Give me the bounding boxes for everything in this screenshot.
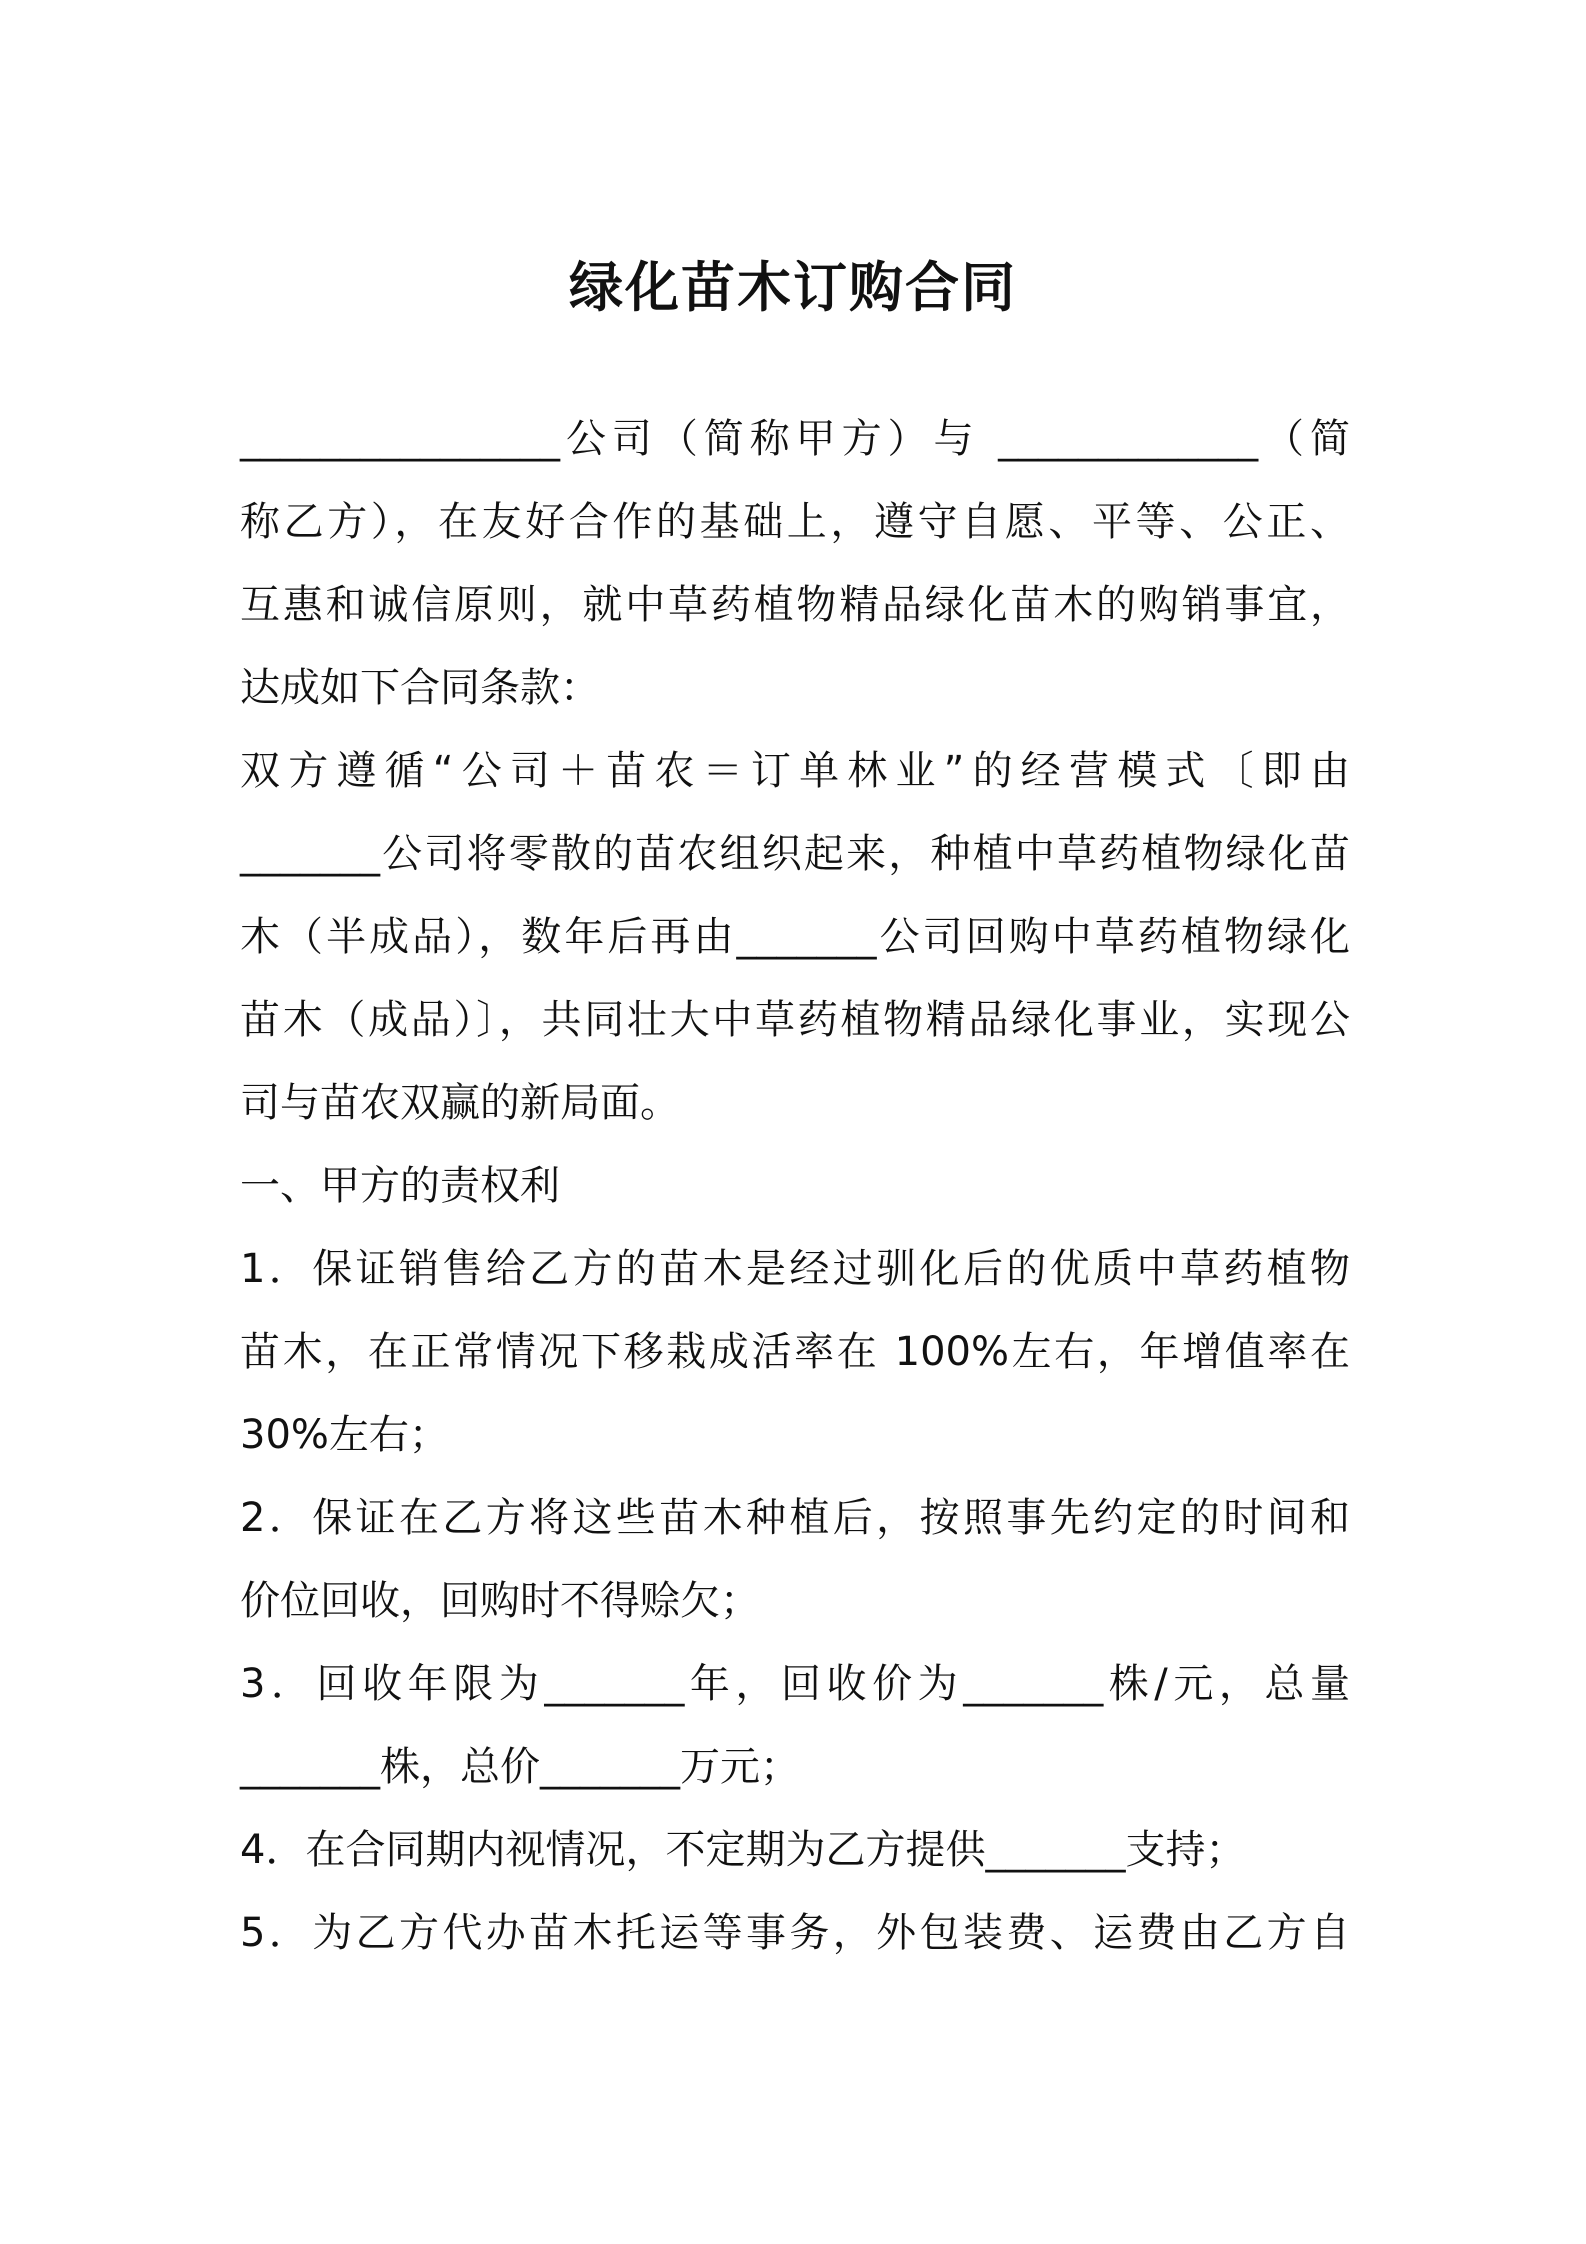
clause-line: 苗木，在正常情况下移栽成活率在 100%左右，年增值率在 (240, 1329, 1350, 1375)
clause-line: 2．保证在乙方将这些苗木种植后，按照事先约定的时间和 (240, 1495, 1350, 1541)
paragraph-line: _______公司将零散的苗农组织起来，种植中草药植物绿化苗 (240, 831, 1350, 877)
paragraph-line: 苗木（成品）〕，共同壮大中草药植物精品绿化事业，实现公 (240, 997, 1350, 1043)
clause-line: 价位回收，回购时不得赊欠； (240, 1578, 760, 1624)
clause-line: 3．回收年限为_______年，回收价为_______株/元，总量 (240, 1661, 1350, 1707)
paragraph-line: 双方遵循“公司＋苗农＝订单林业”的经营模式〔即由 (240, 748, 1350, 794)
clause-line: 30%左右； (240, 1412, 449, 1458)
paragraph-line: 互惠和诚信原则，就中草药植物精品绿化苗木的购销事宜， (240, 582, 1350, 628)
clause-line: 4．在合同期内视情况，不定期为乙方提供_______支持； (240, 1827, 1246, 1873)
document-title: 绿化苗木订购合同 (569, 256, 1017, 319)
clause-line: 5．为乙方代办苗木托运等事务，外包装费、运费由乙方自 (240, 1910, 1350, 1956)
contract-body (240, 398, 1350, 1975)
paragraph-line: ________________公司（简称甲方）与 _____________（简 (240, 416, 1350, 462)
paragraph-line: 木（半成品），数年后再由_______公司回购中草药植物绿化 (240, 914, 1350, 960)
section-heading: 一、甲方的责权利 (240, 1163, 560, 1209)
paragraph-line: 称乙方），在友好合作的基础上，遵守自愿、平等、公正、 (240, 499, 1350, 545)
paragraph-line: 司与苗农双赢的新局面。 (240, 1080, 680, 1126)
clause-line: 1．保证销售给乙方的苗木是经过驯化后的优质中草药植物 (240, 1246, 1350, 1292)
clause-line: _______株，总价_______万元； (240, 1744, 800, 1790)
paragraph-line: 达成如下合同条款： (240, 665, 600, 711)
